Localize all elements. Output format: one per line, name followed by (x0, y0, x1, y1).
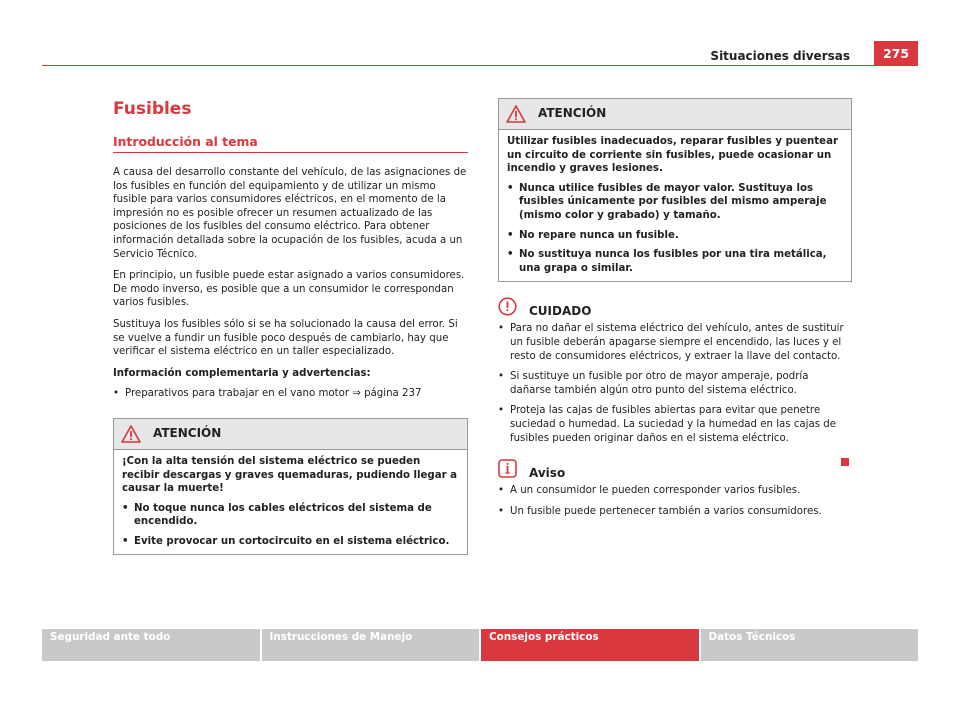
footer-tab-instrucciones[interactable]: Instrucciones de Manejo (262, 629, 480, 661)
footer-tab-consejos[interactable]: Consejos prácticos (481, 629, 699, 661)
warning-box-high-voltage (113, 418, 468, 556)
right-column (498, 98, 852, 525)
note-header (498, 459, 852, 478)
info-link-item[interactable]: • Preparativos para trabajar en el vano motor ⇒ página 237 (113, 387, 468, 401)
section-subtitle: Introducción al tema (113, 134, 468, 153)
info-note-icon (498, 459, 517, 478)
page-number-badge: 275 (874, 41, 918, 66)
warning-title: ATENCIÓN (538, 106, 607, 121)
warning-body (114, 450, 467, 555)
warning-item: • No sustituya nunca los fusibles por una tira metálica, una grapa o similar. (507, 248, 843, 275)
section-end-marker (841, 458, 849, 466)
running-header-title: Situaciones diversas (710, 49, 850, 63)
paragraph: A causa del desarrollo constante del vehículo, de las asignaciones de los fusibles en función del equipamiento y de utilizar un mismo fusible para varios consumidores eléctricos, en el momento de la impresión no es posible ofrecer un resumen actualizado de las posiciones de los fusibles del consumo eléctrico. Para obtener información detallada sobre la ocupación de los fusibles, acuda a un Servicio Técnico. (113, 167, 467, 260)
note-title: Aviso (529, 465, 566, 480)
warning-triangle-icon (506, 105, 526, 123)
warning-item: • Evite provocar un cortocircuito en el sistema eléctrico. (122, 535, 459, 549)
footer-navigation (42, 629, 918, 661)
left-column (113, 98, 468, 555)
warning-triangle-icon (121, 425, 141, 443)
section-title: Fusibles (113, 99, 192, 119)
warning-item: • No repare nunca un fusible. (507, 229, 843, 243)
caution-header (498, 297, 852, 319)
warning-header (114, 419, 467, 450)
warning-item: • Nunca utilice fusibles de mayor valor. Sustituya los fusibles únicamente por fusibles del mismo amperaje (mismo color y grabado) y tamaño. (507, 182, 843, 223)
warning-header (499, 99, 851, 130)
caution-exclamation-icon (498, 297, 517, 316)
caution-item: • Para no dañar el sistema eléctrico del vehículo, antes de sustituir un fusible deberán apagarse siempre el encendido, las luces y el resto de consumidores eléctricos, y extraer la llave del contacto. (498, 322, 852, 363)
footer-tab-datos[interactable]: Datos Técnicos (701, 629, 919, 661)
note-item: • Un fusible puede pertenecer también a varios consumidores. (498, 505, 852, 519)
paragraph: En principio, un fusible puede estar asignado a varios consumidores. De modo inverso, es posible que a un consumidor le correspondan varios fusibles. (113, 270, 465, 309)
caution-item: • Proteja las cajas de fusibles abiertas para evitar que penetre suciedad o humedad. La suciedad y la humedad en las cajas de fusibles pueden originar daños en el sistema eléctrico. (498, 404, 852, 445)
warning-lead: ¡Con la alta tensión del sistema eléctrico se pueden recibir descargas y graves quemaduras, pudiendo llegar a causar la muerte! (122, 455, 458, 495)
warning-lead: Utilizar fusibles inadecuados, reparar fusibles y puentear un circuito de corriente sin fusibles, puede ocasionar un incendio y graves lesiones. (507, 136, 838, 175)
warning-title: ATENCIÓN (153, 426, 222, 441)
note-item: • A un consumidor le pueden corresponder varios fusibles. (498, 484, 852, 498)
footer-tab-seguridad[interactable]: Seguridad ante todo (42, 629, 260, 661)
warning-box-fuses (498, 98, 852, 282)
caution-title: CUIDADO (529, 304, 592, 319)
warning-body (499, 130, 851, 281)
info-heading: Información complementaria y advertencias: (113, 367, 371, 379)
paragraph: Sustituya los fusibles sólo si se ha solucionado la causa del error. Si se vuelve a fundir un fusible poco después de cambiarlo, hay que verificar el sistema eléctrico en un taller especializado. (113, 318, 458, 358)
header-rule (42, 65, 874, 66)
caution-item: • Si sustituye un fusible por otro de mayor amperaje, podría dañarse también algún otro punto del sistema eléctrico. (498, 370, 852, 397)
warning-item: • No toque nunca los cables eléctricos del sistema de encendido. (122, 502, 459, 529)
